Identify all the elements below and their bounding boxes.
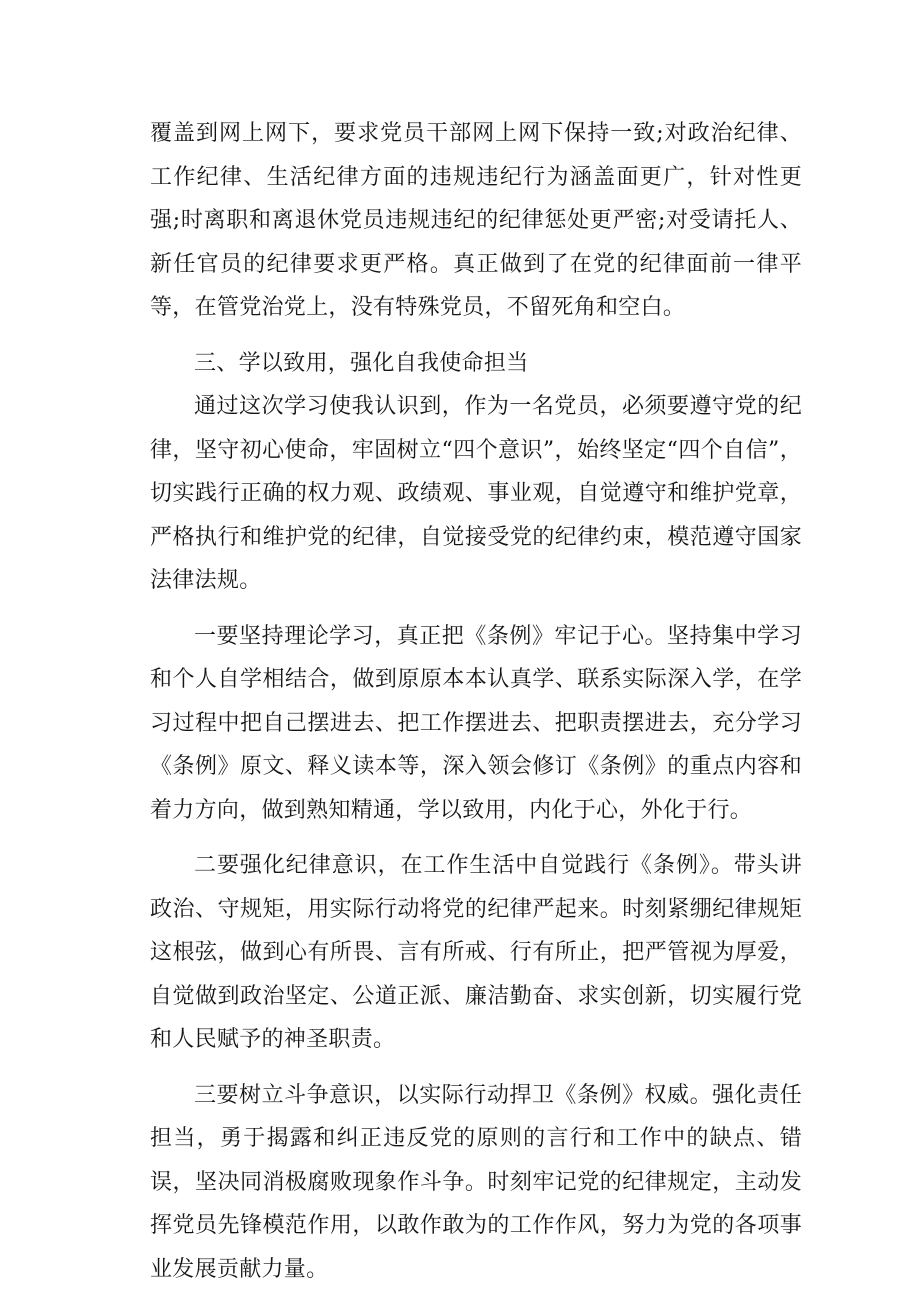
- paragraph-point-two: 二要强化纪律意识，在工作生活中自觉践行《条例》。带头讲政治、守规矩，用实际行动将党的纪律严起来。时刻紧绷纪律规矩这根弦，做到心有所畏、言有所戒、行有所止，把严管视为厚爱，自觉做到政治坚定、公道正派、廉洁勤奋、求实创新，切实履行党和人民赋予的神圣职责。: [150, 853, 802, 1052]
- paragraph-continuation: 覆盖到网上网下，要求党员干部网上网下保持一致;对政治纪律、工作纪律、生活纪律方面的违规违纪行为涵盖面更广，针对性更强;时离职和离退休党员违规违纪的纪律惩处更严密;对受请托人、新任官员的纪律要求更严格。真正做到了在党的纪律面前一律平等，在管党治党上，没有特殊党员，不留死角和空白。: [150, 121, 802, 320]
- paragraph-intro: 通过这次学习使我认识到，作为一名党员，必须要遵守党的纪律，坚守初心使命，牢固树立“四个意识”，始终坚定“四个自信”，切实践行正确的权力观、政绩观、事业观，自觉遵守和维护党章，严格执行和维护党的纪律，自觉接受党的纪律约束，模范遵守国家法律法规。: [150, 394, 802, 593]
- document-body: [150, 112, 802, 1291]
- paragraph-point-one: 一要坚持理论学习，真正把《条例》牢记于心。坚持集中学习和个人自学相结合，做到原原本本认真学、联系实际深入学，在学习过程中把自己摆进去、把工作摆进去、把职责摆进去，充分学习《条例》原文、释义读本等，深入领会修订《条例》的重点内容和着力方向，做到熟知精通，学以致用，内化于心，外化于行。: [150, 623, 802, 823]
- section-heading: 三、学以致用，强化自我使命担当: [194, 350, 529, 376]
- paragraph-point-three: 三要树立斗争意识，以实际行动捍卫《条例》权威。强化责任担当，勇于揭露和纠正违反党的原则的言行和工作中的缺点、错误，坚决同消极腐败现象作斗争。时刻牢记党的纪律规定，主动发挥党员先锋模范作用，以敢作敢为的工作作风，努力为党的各项事业发展贡献力量。: [150, 1082, 802, 1282]
